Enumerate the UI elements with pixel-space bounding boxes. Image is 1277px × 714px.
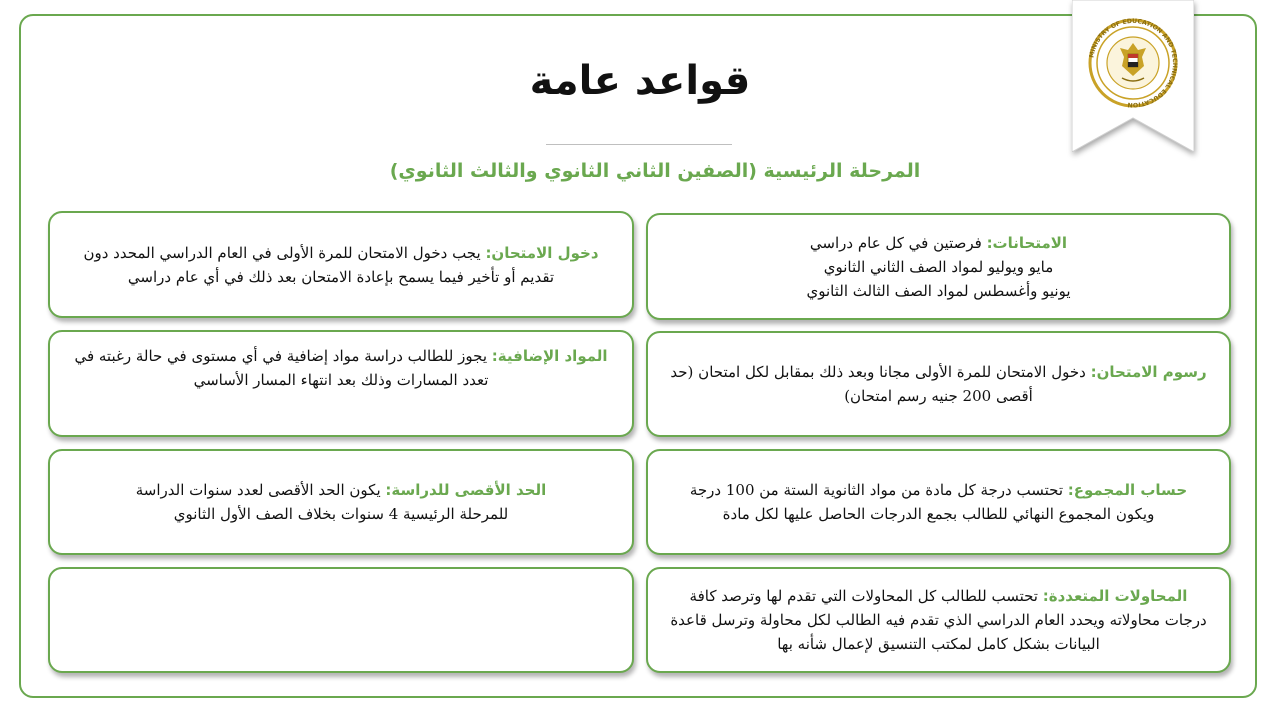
seal-ring-text: MINISTRY OF EDUCATION AND TECHNICAL EDUCATION (1088, 17, 1179, 109)
card-max-study-line2: للمرحلة الرئيسية 4 سنوات بخلاف الصف الأول الثانوي (173, 505, 509, 523)
card-max-study (48, 449, 634, 555)
card-exams-label: الامتحانات: (986, 233, 1068, 252)
card-exams-line3: يونيو وأغسطس لمواد الصف الثالث الثانوي (806, 281, 1071, 300)
card-exam-fees-text: دخول الامتحان للمرة الأولى مجانا وبعد ذلك بمقابل لكل امتحان (حد أقصى 200 جنيه رسم امتحان) (670, 363, 1086, 405)
card-exam-entry (48, 211, 634, 318)
title-divider (546, 144, 732, 145)
card-additional-subjects-text: يجوز للطالب دراسة مواد إضافية في أي مستوى في حالة رغبته في تعدد المسارات وذلك بعد انتهاء المسار الأساسي (74, 347, 489, 389)
ministry-seal-icon (1088, 18, 1178, 108)
card-multiple-attempts (646, 567, 1231, 673)
card-additional-subjects (48, 330, 634, 437)
page-title: قواعد عامة (529, 58, 751, 104)
card-exam-fees (646, 331, 1231, 437)
card-exams-line1: فرصتين في كل عام دراسي (809, 233, 982, 252)
card-total-calculation-label: حساب المجموع: (1067, 481, 1188, 499)
card-empty (48, 567, 634, 673)
ministry-logo-ribbon (1072, 0, 1194, 152)
card-exam-entry-label: دخول الامتحان: (485, 243, 599, 262)
card-multiple-attempts-text: تحتسب للطالب كل المحاولات التي تقدم لها وترصد كافة درجات محاولاته ويحدد العام الدراسي الذي تقدم فيه الطالب لكل محاولة وترسل قاعدة البيانات بشكل كامل لمكتب التنسيق لإعمال شأنه بها (670, 587, 1207, 653)
card-multiple-attempts-label: المحاولات المتعددة: (1042, 587, 1188, 605)
card-additional-subjects-label: المواد الإضافية: (491, 347, 608, 365)
card-exam-entry-text: يجب دخول الامتحان للمرة الأولى في العام الدراسي المحدد دون تقديم أو تأخير فيما يسمح بإعادة الامتحان بعد ذلك في أي عام دراسي (83, 243, 555, 286)
page-subtitle: المرحلة الرئيسية (الصفين الثاني الثانوي والثالث الثانوي) (389, 160, 921, 182)
card-max-study-line1: يكون الحد الأقصى لعدد سنوات الدراسة (135, 481, 381, 499)
card-total-calculation-text: تحتسب درجة كل مادة من مواد الثانوية الستة من 100 درجة ويكون المجموع النهائي للطالب بجمع الدرجات الحاصل عليها لكل مادة (689, 481, 1155, 523)
card-exams-line2: مايو ويوليو لمواد الصف الثاني الثانوي (823, 257, 1054, 276)
card-exams (646, 213, 1231, 320)
card-exam-fees-label: رسوم الامتحان: (1090, 363, 1207, 381)
card-max-study-label: الحد الأقصى للدراسة: (385, 481, 547, 499)
card-total-calculation (646, 449, 1231, 555)
